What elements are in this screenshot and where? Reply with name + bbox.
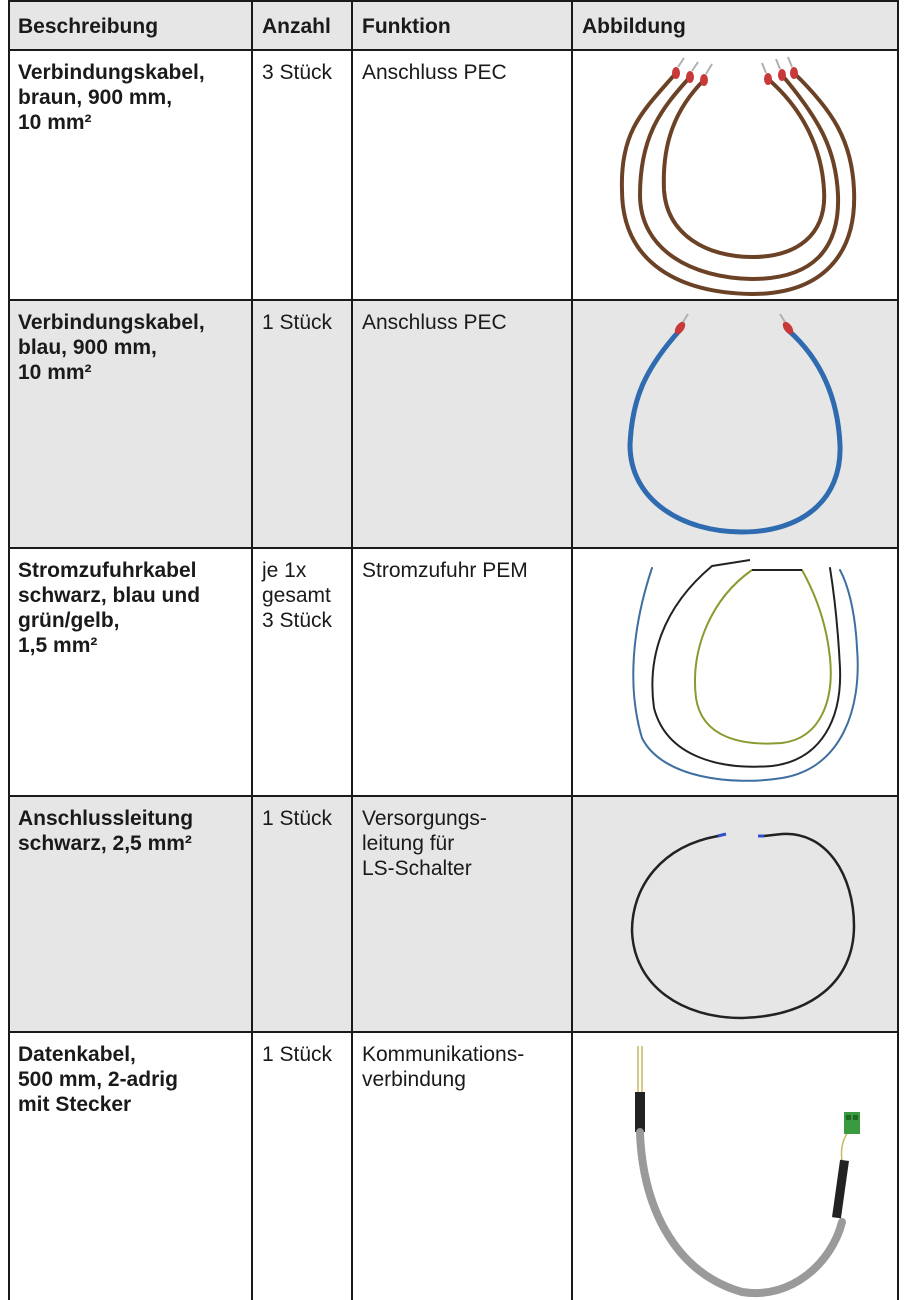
row-divider: [8, 299, 899, 301]
column-divider: [897, 0, 899, 1300]
header-description: Beschreibung: [18, 15, 159, 38]
table-row: [8, 548, 899, 796]
header-top-border: [8, 0, 899, 2]
blue-cable-icon: [572, 300, 899, 548]
row-description: Anschlussleitung schwarz, 2,5 mm²: [18, 807, 194, 855]
row-image-cell: [572, 300, 899, 548]
row-quantity: 1 Stück: [262, 311, 333, 334]
table-row: [8, 300, 899, 548]
header-image: Abbildung: [582, 15, 686, 38]
column-divider: [351, 0, 353, 1300]
table-header-row: [8, 0, 899, 50]
row-function: Versorgungs- leitung für LS-Schalter: [362, 807, 487, 880]
black-cable-icon: [572, 796, 899, 1032]
row-image-cell: [572, 548, 899, 796]
row-function: Anschluss PEC: [362, 311, 507, 334]
column-divider: [571, 0, 573, 1300]
column-divider: [251, 0, 253, 1300]
row-divider: [8, 547, 899, 549]
data-cable-icon: [572, 1032, 899, 1300]
row-image-cell: [572, 796, 899, 1032]
row-description: Verbindungskabel, blau, 900 mm, 10 mm²: [18, 311, 205, 384]
row-description: Datenkabel, 500 mm, 2-adrig mit Stecker: [18, 1043, 178, 1116]
table-row: [8, 50, 899, 300]
header-function: Funktion: [362, 15, 451, 38]
row-function: Anschluss PEC: [362, 61, 507, 84]
brown-cables-icon: [572, 50, 899, 300]
row-image-cell: [572, 1032, 899, 1300]
column-divider: [8, 0, 10, 1300]
row-image-cell: [572, 50, 899, 300]
row-divider: [8, 795, 899, 797]
row-description: Stromzufuhrkabel schwarz, blau und grün/gelb, 1,5 mm²: [18, 559, 201, 657]
row-quantity: 1 Stück: [262, 1043, 333, 1066]
row-divider: [8, 1031, 899, 1033]
table-row: [8, 796, 899, 1032]
row-quantity: je 1x gesamt 3 Stück: [262, 559, 333, 632]
header-quantity: Anzahl: [262, 15, 331, 38]
header-bottom-border: [8, 49, 899, 51]
row-quantity: 3 Stück: [262, 61, 333, 84]
row-quantity: 1 Stück: [262, 807, 333, 830]
table-row: [8, 1032, 899, 1300]
row-description: Verbindungskabel, braun, 900 mm, 10 mm²: [18, 61, 205, 134]
power-cables-icon: [572, 548, 899, 796]
row-function: Kommunikations- verbindung: [362, 1043, 525, 1091]
row-function: Stromzufuhr PEM: [362, 559, 528, 582]
